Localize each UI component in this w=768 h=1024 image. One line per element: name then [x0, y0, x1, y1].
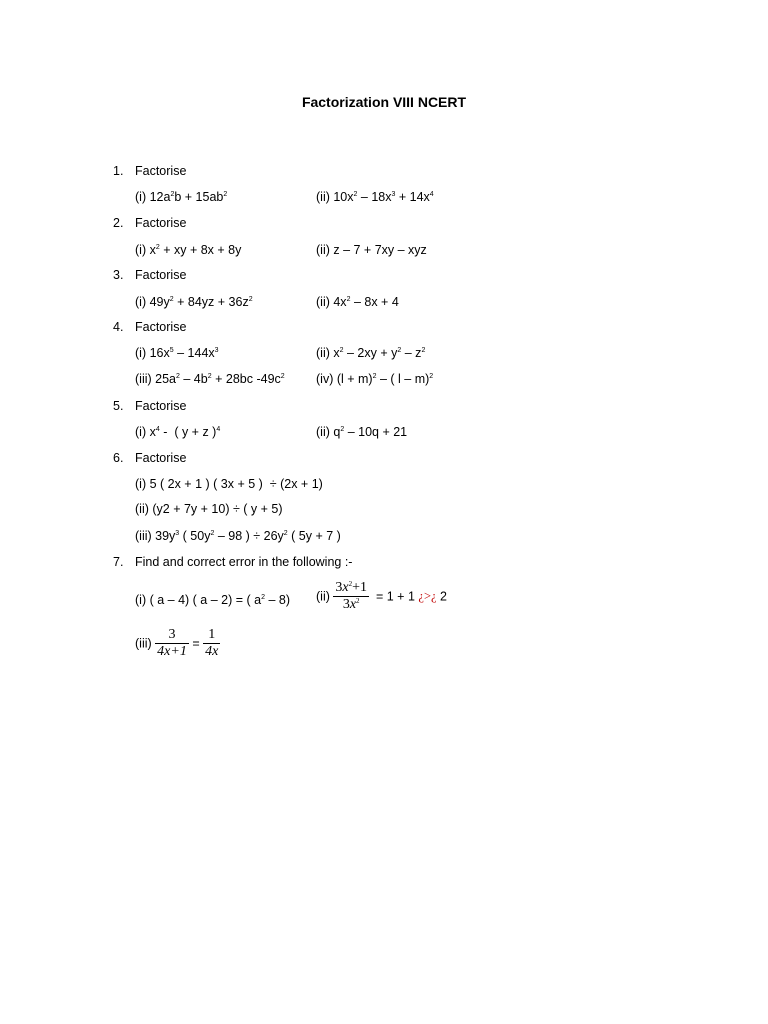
- q6-part-iii: (iii) $39y^3$ ( $50y^2 - 98$ ) ÷ $26y^2$ ( 5y + 7 ): [135, 529, 341, 543]
- question-text: Factorise: [135, 164, 187, 178]
- fraction-left: $\frac{3}{4x+1}$: [157, 627, 187, 659]
- question-text: Factorise: [135, 320, 187, 334]
- q4-part-ii: (ii) $x^2 - 2xy + y^2 - z^2$: [316, 346, 426, 360]
- fraction: $\frac{3x^2+1}{3x^2}$: [335, 580, 367, 612]
- question-text: Factorise: [135, 399, 187, 413]
- q7-part-i: (i) ( a – 4) ( a – 2) = ( $a^2 - 8$): [135, 593, 291, 607]
- q4-part-i: (i) $16x^5 - 144x^3$: [135, 346, 219, 360]
- q2-part-ii: (ii) z – 7 + 7xy – xyz: [316, 243, 427, 257]
- question-number: 1.: [113, 164, 124, 178]
- q4-part-iii: (iii) $25a^2 - 4b^2 + 28bc$ $-49c^2$: [135, 372, 285, 386]
- q1-part-ii: (ii) $10x^2 - 18x^3 + 14x^4$: [316, 190, 434, 204]
- question-text: Factorise: [135, 268, 187, 282]
- question-number: 4.: [113, 320, 124, 334]
- q1-part-i: (i) $12a^2b + 15ab^2$: [135, 190, 228, 204]
- q4-part-iv: (iv) $(l + m)^2$ – ( l – m)$^2$: [316, 372, 434, 386]
- q3-part-ii: (ii) $4x^2 - 8x + 4$: [316, 295, 399, 309]
- q7-part-iii: (iii) $\frac{3}{4x+1}$ = $\frac{1}{4x}$: [135, 627, 219, 659]
- q2-part-i: (i) $x^2$ + xy + 8x + 8y: [135, 243, 242, 257]
- q5-part-i: (i) $x^4$ - ( y + z )$^4$: [135, 425, 221, 439]
- q6-part-i: (i) 5 ( 2x + 1 ) ( 3x + 5 ) ÷ (2x + 1): [135, 477, 323, 491]
- page-title: Factorization VIII NCERT: [301, 94, 467, 110]
- fraction-right: $\frac{1}{4x}$: [205, 627, 219, 659]
- question-number: 2.: [113, 216, 124, 230]
- question-number: 3.: [113, 268, 124, 282]
- question-number: 7.: [113, 555, 124, 569]
- question-number: 5.: [113, 399, 124, 413]
- question-text: Find and correct error in the following :-: [135, 555, 353, 569]
- error-marker: ¿>¿: [418, 589, 437, 603]
- q6-part-ii: (ii) (y2 + 7y + 10) ÷ ( y + 5): [135, 502, 283, 516]
- question-number: 6.: [113, 451, 124, 465]
- question-text: Factorise: [135, 216, 187, 230]
- q7-part-ii: (ii) $\frac{3x^2+1}{3x^2}$ = 1 + 1 ¿>¿ 2: [316, 580, 447, 612]
- question-text: Factorise: [135, 451, 187, 465]
- q5-part-ii: (ii) $q^2 - 10q + 21$: [316, 425, 408, 439]
- q3-part-i: (i) $49y^2 + 84yz + 36z^2$: [135, 295, 253, 309]
